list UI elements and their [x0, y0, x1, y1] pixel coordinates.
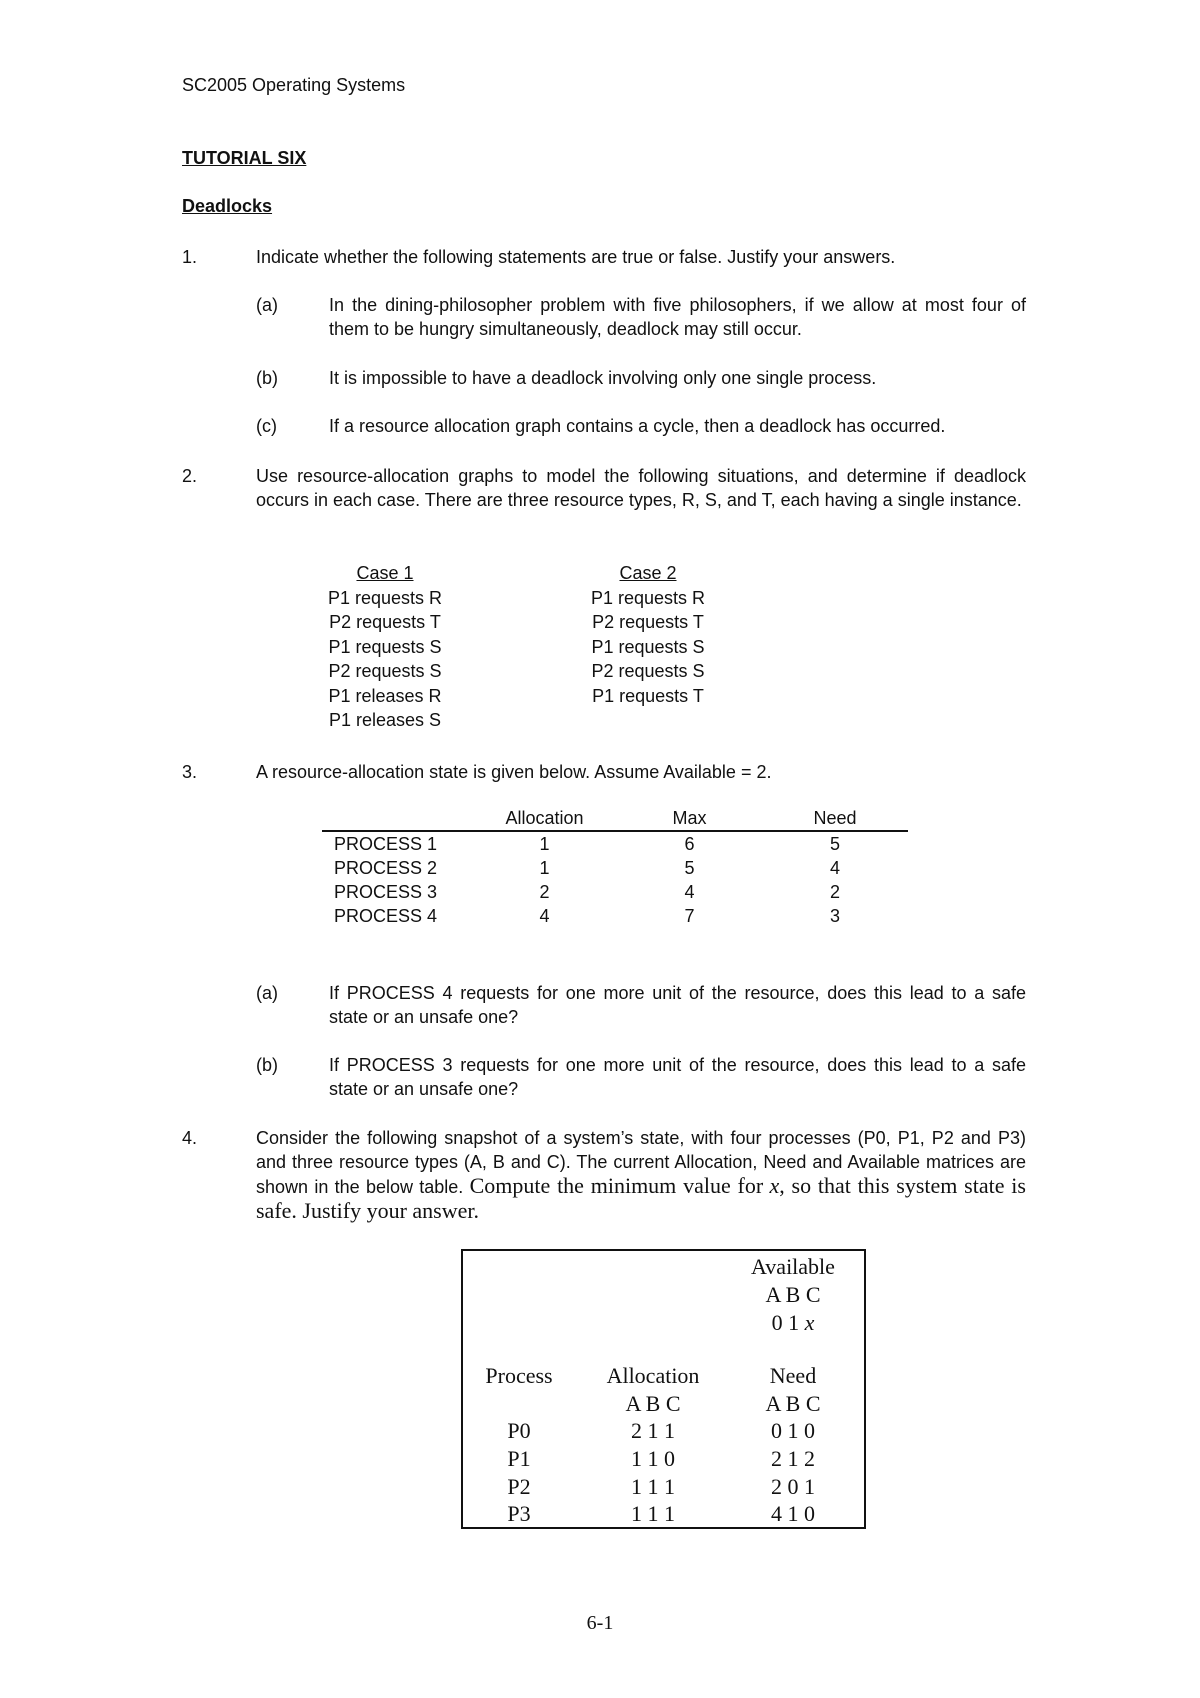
process-header: Process [485, 1363, 553, 1388]
q1-part-c-label: (c) [256, 416, 277, 436]
q4-text-serif-2: , so that this system state is safe. Justify your answer. [256, 1173, 1026, 1223]
case-1-title: Case 1 [356, 563, 414, 583]
q2-number: 2. [182, 466, 198, 486]
course-header: SC2005 Operating Systems [182, 75, 406, 95]
process-name: PROCESS 3 [334, 882, 438, 902]
need-header: Need [769, 1363, 817, 1388]
allocation-state-table [322, 806, 908, 928]
available-label: Available [751, 1254, 835, 1279]
case-2-step: P2 requests T [592, 612, 704, 632]
q4-text-sans: Consider the following snapshot of a system’s state, with four processes (P0, P1, P2 and P3) and three resource types (A, B and C). The current Allocation, Need and Available matrices are shown in the below table. [256, 1128, 1026, 1197]
allocation-value: 2 [539, 882, 550, 902]
q3-number: 3. [182, 762, 198, 782]
max-value: 4 [684, 882, 695, 902]
process-name: P0 [507, 1418, 531, 1443]
case-1-step: P1 releases S [328, 710, 442, 730]
q1-text: Indicate whether the following statements are true or false. Justify your answers. [256, 247, 896, 267]
q3-part-b-label: (b) [256, 1055, 278, 1075]
table-row [322, 880, 908, 904]
q3-part-a-text: If PROCESS 4 requests for one more unit of the resource, does this lead to a safe state or an unsafe one? [329, 983, 1026, 1027]
q1-number: 1. [182, 247, 198, 267]
q1-part-a-label: (a) [256, 295, 278, 315]
case-2-list [558, 561, 738, 708]
allocation-header: Allocation [606, 1363, 700, 1388]
case-1-step: P1 requests R [327, 587, 443, 608]
allocation-cols: A B C [625, 1391, 681, 1416]
available-values-numbers: 0 1 [771, 1310, 800, 1335]
process-name: PROCESS 1 [334, 834, 438, 854]
snapshot-table [461, 1249, 866, 1529]
table-row [322, 856, 908, 880]
allocation-value: 1 1 1 [631, 1474, 675, 1499]
process-name: P2 [507, 1474, 531, 1499]
need-value: 4 1 0 [771, 1501, 815, 1526]
table-header-row [322, 806, 908, 831]
case-1-list [295, 561, 475, 733]
need-value: 0 1 0 [771, 1418, 815, 1443]
available-values [733, 1310, 853, 1336]
q1-part-c-text: If a resource allocation graph contains a cycle, then a deadlock has occurred. [329, 416, 946, 436]
table-header-max: Max [672, 808, 707, 828]
allocation-value: 4 [539, 906, 550, 926]
allocation-value: 1 1 0 [631, 1446, 675, 1471]
case-1-step: P1 requests S [328, 636, 442, 657]
q2-text: Use resource-allocation graphs to model the following situations, and determine if deadlock occurs in each case. There are three resource types, R, S, and T, each having a single instance. [256, 466, 1026, 510]
max-value: 6 [684, 834, 695, 854]
need-value: 5 [829, 834, 840, 854]
process-name: PROCESS 4 [334, 906, 438, 926]
table-header-need: Need [813, 808, 857, 828]
q4-number: 4. [182, 1128, 198, 1148]
need-value: 2 [829, 882, 840, 902]
available-cols: A B C [765, 1282, 821, 1307]
case-2-step: P1 requests R [590, 587, 706, 608]
tutorial-title: TUTORIAL SIX [182, 148, 307, 168]
case-1-step: P2 requests T [329, 612, 441, 632]
case-1-step: P2 requests S [328, 661, 442, 681]
process-name: P3 [507, 1501, 531, 1526]
case-2-title: Case 2 [619, 563, 677, 583]
q3-part-b-text: If PROCESS 3 requests for one more unit of the resource, does this lead to a safe state or an unsafe one? [329, 1055, 1026, 1099]
need-value: 4 [829, 858, 840, 878]
max-value: 7 [684, 906, 695, 926]
process-name: PROCESS 2 [334, 858, 438, 878]
case-2-step: P2 requests S [591, 661, 705, 681]
case-2-step: P1 requests S [591, 636, 705, 657]
q4-text-serif-x: x [769, 1173, 780, 1198]
allocation-value: 2 1 1 [631, 1418, 675, 1443]
need-value: 3 [829, 906, 840, 926]
case-1-step: P1 releases R [328, 685, 442, 706]
need-value: 2 0 1 [771, 1474, 815, 1499]
table-row [322, 904, 908, 928]
table-row [322, 831, 908, 856]
q1-part-b-text: It is impossible to have a deadlock involving only one single process. [329, 368, 877, 388]
table-header-blank [322, 806, 472, 831]
q4-text [256, 1126, 1026, 1224]
q4-text-serif-1: Compute the minimum value for [469, 1173, 764, 1198]
allocation-value: 1 1 1 [631, 1501, 675, 1526]
table-header-allocation: Allocation [505, 808, 584, 828]
q3-text: A resource-allocation state is given below. Assume Available = 2. [256, 762, 772, 782]
need-cols: A B C [765, 1391, 821, 1416]
section-title: Deadlocks [182, 196, 273, 216]
q1-part-a-text: In the dining-philosopher problem with five philosophers, if we allow at most four of them to be hungry simultaneously, deadlock may still occur. [329, 295, 1026, 339]
allocation-value: 1 [539, 858, 550, 878]
q1-part-b-label: (b) [256, 368, 278, 388]
q3-part-a-label: (a) [256, 983, 278, 1003]
case-2-step: P1 requests T [592, 685, 704, 706]
page-number: 6-1 [586, 1612, 614, 1634]
available-values-x: x [804, 1310, 815, 1335]
max-value: 5 [684, 858, 695, 878]
process-name: P1 [507, 1446, 531, 1471]
need-value: 2 1 2 [771, 1446, 815, 1471]
allocation-value: 1 [539, 834, 550, 854]
